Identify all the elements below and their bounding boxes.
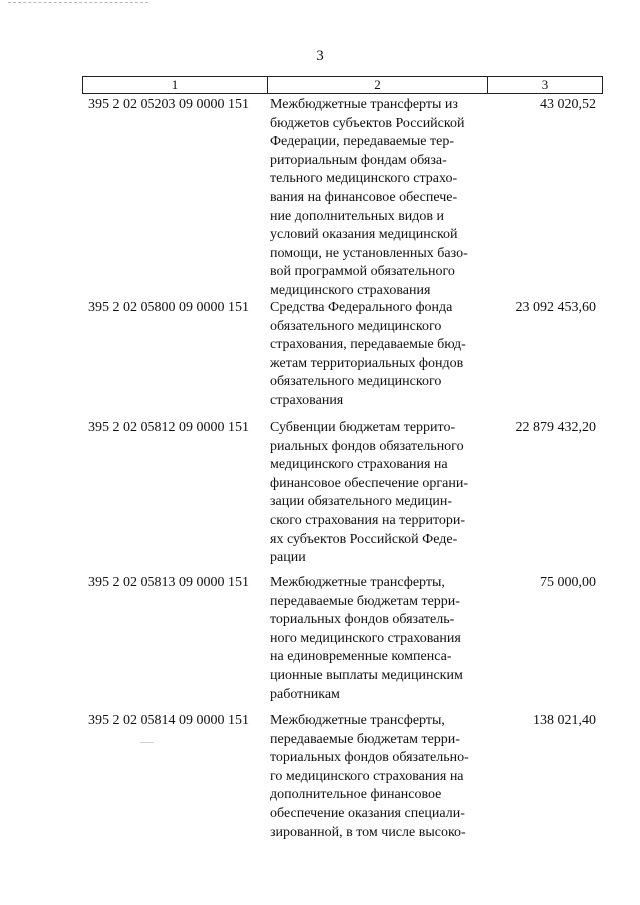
budget-code: 395 2 02 05203 09 0000 151 (88, 97, 249, 112)
amount-value: 22 879 432,20 (515, 420, 596, 435)
description-line: жетам территориальных фондов (270, 355, 464, 371)
description-line: обязательного медицинского (270, 318, 442, 334)
description-line: вания на финансовое обеспече- (270, 189, 458, 205)
description-line: дополнительное финансовое (270, 787, 442, 803)
description-line: передаваемые бюджетам терри- (270, 593, 460, 609)
page-number: 3 (316, 48, 324, 64)
description-line: тельного медицинского страхо- (270, 171, 458, 187)
row-description (270, 712, 500, 842)
amount-value: 138 021,40 (533, 713, 596, 728)
description-line: обеспечение оказания специали- (270, 805, 465, 821)
budget-code: 395 2 02 05813 09 0000 151 (88, 575, 249, 590)
description-line: риальных фондов обязательного (270, 438, 464, 454)
description-line: Межбюджетные трансферты, (270, 575, 445, 590)
description-line: зации обязательного медицин- (270, 494, 453, 510)
table-header-col-1: 1 (83, 77, 268, 93)
description-line: медицинского страхования на (270, 457, 448, 473)
budget-code: 395 2 02 05814 09 0000 151 (88, 713, 249, 728)
description-line: обязательного медицинского (270, 374, 442, 390)
amount-value: 43 020,52 (540, 97, 596, 112)
description-line: ние дополнительных видов и (270, 208, 445, 224)
row-description (270, 299, 500, 411)
description-line: Межбюджетные трансферты, (270, 713, 445, 728)
description-line: го медицинского страхования на (270, 768, 464, 784)
description-line: условий оказания медицинской (270, 227, 458, 243)
description-line: страхования (270, 392, 344, 408)
amount-value: 23 092 453,60 (515, 300, 596, 315)
row-description (270, 96, 500, 301)
description-line: работникам (270, 686, 340, 702)
description-line: Субвенции бюджетам террито- (270, 420, 456, 435)
budget-code: 395 2 02 05800 09 0000 151 (88, 300, 249, 315)
description-line: ционные выплаты медицинским (270, 667, 463, 683)
description-line: вой программой обязательного (270, 264, 455, 280)
description-line: риториальным фондам обяза- (270, 152, 447, 168)
scan-artifact-mark (140, 742, 154, 743)
table-header-col-2: 2 (268, 77, 488, 93)
description-line: ного медицинского страхования (270, 630, 461, 646)
description-line: помощи, не установленных базо- (270, 245, 468, 261)
description-line: передаваемые бюджетам терри- (270, 731, 460, 747)
description-line: медицинского страхования (270, 282, 431, 298)
amount-value: 75 000,00 (540, 575, 596, 590)
description-line: Межбюджетные трансферты из (270, 97, 458, 112)
description-line: ториальных фондов обязательно- (270, 750, 469, 766)
description-line: Средства Федерального фонда (270, 300, 453, 315)
scan-artifact-line (8, 2, 148, 5)
row-description (270, 419, 500, 568)
description-line: ского страхования на территори- (270, 512, 466, 528)
description-line: Федерации, передаваемые тер- (270, 134, 455, 150)
description-line: финансовое обеспечение органи- (270, 475, 469, 491)
description-line: бюджетов субъектов Российской (270, 115, 465, 131)
description-line: страхования, передаваемые бюд- (270, 337, 466, 353)
table-header-row (82, 76, 603, 94)
description-line: на единовременные компенса- (270, 649, 452, 665)
description-line: ях субъектов Российской Феде- (270, 531, 458, 547)
budget-code: 395 2 02 05812 09 0000 151 (88, 420, 249, 435)
description-line: зированной, в том числе высоко- (270, 824, 466, 840)
description-line: рации (270, 550, 306, 566)
row-description (270, 574, 500, 704)
table-header-col-3: 3 (541, 77, 549, 92)
description-line: ториальных фондов обязатель- (270, 612, 455, 628)
